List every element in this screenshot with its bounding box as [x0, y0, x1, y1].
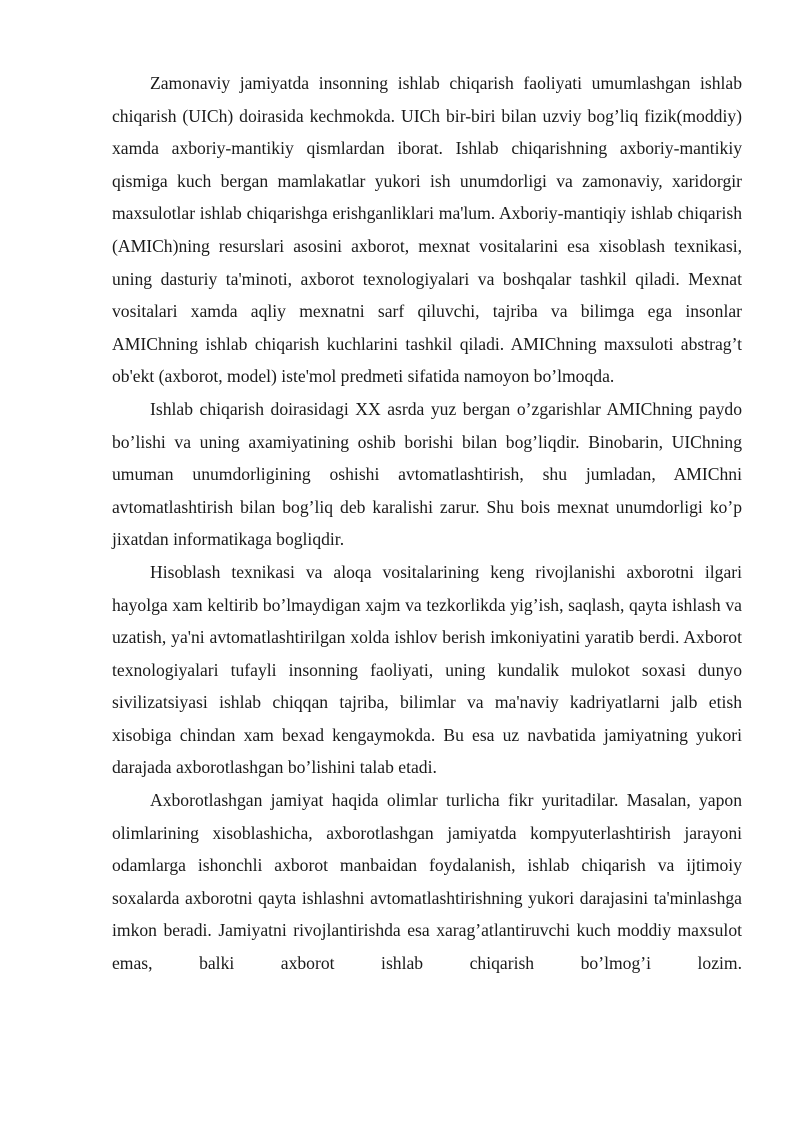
document-page — [112, 67, 742, 980]
paragraph-3: Hisoblash texnikasi va aloqa vositalarining keng rivojlanishi axborotni ilgari hayolga xam keltirib bo’lmaydigan xajm va tezkorlikda yig’ish, saqlash, qayta ishlash va uzatish, ya'ni avtomatlashtirilgan xolda ishlov berish imkoniyatini yaratib berdi. Axborot texnologiyalari tufayli insonning faoliyati, uning kundalik mulokot soxasi dunyo sivilizatsiyasi ishlab chiqqan tajriba, bilimlar va ma'naviy kadriyatlarni jalb etish xisobiga chindan xam bexad kengaymokda. Bu esa uz navbatida jamiyatning yukori darajada axborotlashgan bo’lishini talab etadi. — [112, 561, 742, 778]
paragraph-1: Zamonaviy jamiyatda insonning ishlab chiqarish faoliyati umumlashgan ishlab chiqarish (UICh) doirasida kechmokda. UICh bir-biri bilan uzviy bog’liq fizik(moddiy) xamda axboriy-mantikiy qismlardan iborat. Ishlab chiqarishning axboriy-mantikiy qismiga kuch bergan mamlakatlar yukori ish unumdorligi va zamonaviy, xaridorgir maxsulotlar ishlab chiqarishga erishganliklari ma'lum. Axboriy-mantiqiy ishlab chiqarish (AMICh)ning resurslari asosini axborot, mexnat vositalarini esa xisoblash texnikasi, uning dasturiy ta'minoti, axborot texnologiyalari va boshqalar tashkil qiladi. Mexnat vositalari xamda aqliy mexnatni sarf qiluvchi, tajriba va bilimga ega insonlar AMIChning ishlab chiqarish kuchlarini tashkil qiladi. AMIChning maxsuloti abstrag’t ob'ekt (axborot, model) iste'mol predmeti sifatida namoyon bo’lmoqda. — [112, 73, 742, 387]
paragraph-4: Axborotlashgan jamiyat haqida olimlar turlicha fikr yuritadilar. Masalan, yapon olimlarining xisoblashicha, axborotlashgan jamiyatda kompyuterlashtirish jarayoni odamlarga ishonchli axborot manbaidan foydalanish, ishlab chiqarish va ijtimoiy soxalarda axborotni qayta ishlashni avtomatlashtirishning yukori darajasini ta'minlashga imkon beradi. Jamiyatni rivojlantirishda esa xarag’atlantiruvchi kuch moddiy maxsulot emas, balki axborot ishlab chiqarish bo’lmog’i lozim. — [112, 790, 742, 974]
paragraph-2: Ishlab chiqarish doirasidagi XX asrda yuz bergan o’zgarishlar AMIChning paydo bo’lishi va uning axamiyatining oshib borishi bilan bog’liqdir. Binobarin, UIChning umuman unumdorligining oshishi avtomatlashtirish, shu jumladan, AMIChni avtomatlashtirish bilan bog’liq deb karalishi zarur. Shu bois mexnat unumdorligi ko’p jixatdan informatikaga bogliqdir. — [112, 398, 742, 550]
